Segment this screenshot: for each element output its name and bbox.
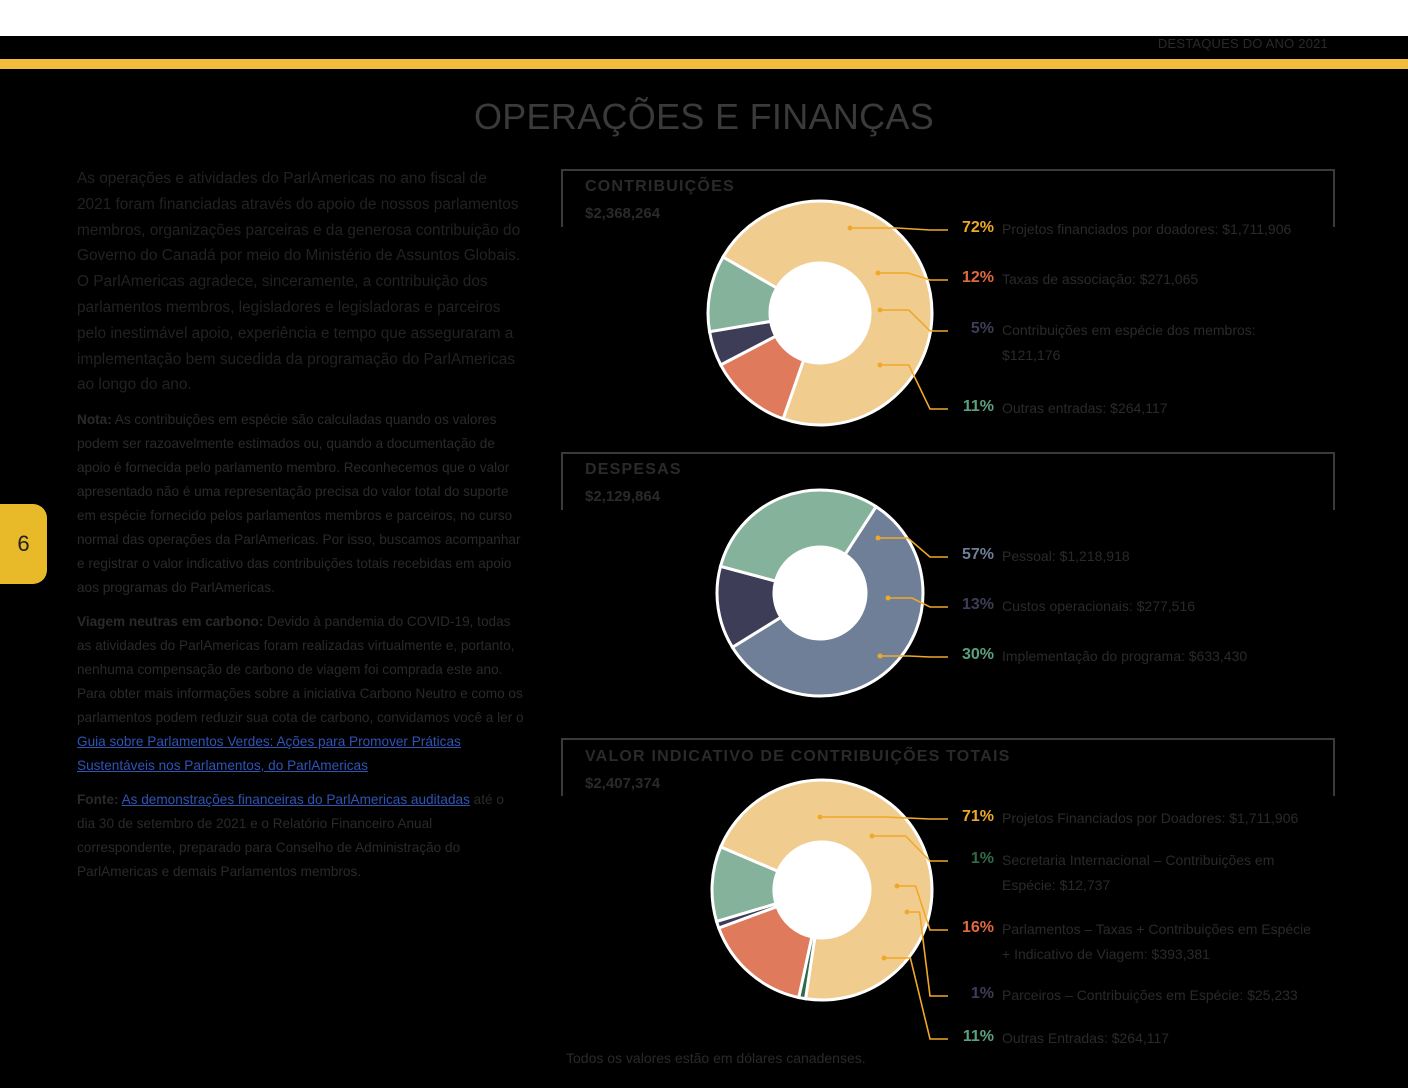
chart2-leader-dot-1 xyxy=(876,536,881,541)
chart2-label-3: Implementação do programa: $633,430 xyxy=(1002,648,1248,664)
chart3-pct-2: 1% xyxy=(970,850,994,867)
chart3-pct-3: 16% xyxy=(961,919,994,936)
chart1-label-1: Projetos financiados por doadores: $1,711,906 xyxy=(1002,221,1292,237)
page-title: OPERAÇÕES E FINANÇAS xyxy=(473,96,935,137)
carbon-label: Viagem neutras em carbono: xyxy=(77,614,264,630)
chart3-label-3-line2: + Indicativo de Viagem: $393,381 xyxy=(1002,946,1210,962)
chart1-pct-2: 12% xyxy=(961,269,994,286)
chart1-label-4: Outras entradas: $264,117 xyxy=(1002,400,1168,416)
chart1-label-2: Taxas de associação: $271,065 xyxy=(1002,271,1199,287)
chart3-leader-dot-5 xyxy=(882,956,887,961)
chart3-leader-dot-1 xyxy=(818,815,823,820)
chart3-label-2-line2: Espécie: $12,737 xyxy=(1002,877,1111,893)
chart1-pct-3: 5% xyxy=(970,320,994,337)
page-number: 6 xyxy=(17,531,30,556)
chart3-label-5: Outras Entradas: $264,117 xyxy=(1002,1030,1170,1046)
chart2-leader-dot-3 xyxy=(878,654,883,659)
chart1-center xyxy=(770,263,870,363)
note-text: As contribuições em espécie são calculadas quando os valores podem ser razoavelmente estimados ou, quando a documentação de apoio é fornecida pelo parlamento membro. Reconhecemos que o valor apresentado não é uma representação precisa do valor total do suporte em espécie fornecido pelos parlamentos membros e parceiros, no curso normal das operações da ParlAmericas. Por isso, buscamos acompanhar e registrar o valor indicativo das contribuições totais recebidas em apoio aos programas do ParlAmericas. xyxy=(77,412,521,596)
contributions-title: CONTRIBUIÇÕES xyxy=(585,178,735,195)
chart2-center xyxy=(774,547,866,639)
expenses-total: $2,129,864 xyxy=(585,488,661,505)
chart2-pct-1: 57% xyxy=(961,546,994,563)
chart1-leader-dot-4 xyxy=(878,363,883,368)
financial-statements-link[interactable]: As demonstrações financeiras do ParlAmericas auditadas xyxy=(121,792,470,808)
carbon-text: Devido à pandemia do COVID-19, todas as atividades do ParlAmericas foram realizadas virtualmente e, portanto, nenhuma compensação de carbono de viagem foi comprada este ano. Para obter mais informações sobre a iniciativa Carbono Neutro e como os parlamentos podem reduzir sua cota de carbono, convidamos você a ler o xyxy=(77,614,524,726)
chart3-leader-dot-2 xyxy=(870,834,875,839)
chart3-pct-5: 11% xyxy=(962,1028,994,1045)
expenses-title: DESPESAS xyxy=(585,461,682,478)
chart2-leader-dot-2 xyxy=(886,596,891,601)
chart3-pct-4: 1% xyxy=(970,985,994,1002)
chart1-label-3-line2: $121,176 xyxy=(1002,347,1061,363)
contributions-total: $2,368,264 xyxy=(585,205,661,222)
chart3-leader-dot-3 xyxy=(895,884,900,889)
chart3-pct-1: 71% xyxy=(961,808,994,825)
chart1-label-3: Contribuições em espécie dos membros: xyxy=(1002,322,1256,338)
chart1-pct-4: 11% xyxy=(962,398,994,415)
green-parliaments-guide-link[interactable]: Guia sobre Parlamentos Verdes: Ações para Promover Práticas Sustentáveis nos Parlamentos, do ParlAmericas xyxy=(77,734,461,774)
chart2-pct-2: 13% xyxy=(961,596,994,613)
currency-footnote: Todos os valores estão em dólares canadenses. xyxy=(566,1050,866,1066)
chart1-leader-dot-1 xyxy=(848,226,853,231)
note-label: Nota: xyxy=(77,412,112,428)
chart1-leader-dot-3 xyxy=(878,308,883,313)
chart2-label-2: Custos operacionais: $277,516 xyxy=(1002,598,1196,614)
chart1-leader-dot-2 xyxy=(876,271,881,276)
indicative-title: VALOR INDICATIVO DE CONTRIBUIÇÕES TOTAIS xyxy=(585,748,1011,765)
chart3-label-2: Secretaria Internacional – Contribuições em xyxy=(1002,852,1275,868)
chart1-pct-1: 72% xyxy=(961,219,994,236)
source-label: Fonte: xyxy=(77,792,119,808)
chart3-label-4: Parceiros – Contribuições em Espécie: $25,233 xyxy=(1002,987,1298,1003)
intro-paragraph: As operações e atividades do ParlAmericas no ano fiscal de 2021 foram financiadas através do apoio de nossos parlamentos membros, organizações parceiras e da generosa contribuição do Governo do Canadá por meio do Ministério de Assuntos Globais. O ParlAmericas agradece, sinceramente, a contribuição dos parlamentos membros, legisladores e legisladoras e parceiros pelo inestimável apoio, experiência e tempo que asseguraram a implementação bem sucedida da programação do ParlAmericas ao longo do ano. xyxy=(77,170,521,394)
chart3-leader-dot-4 xyxy=(905,910,910,915)
chart3-label-3: Parlamentos – Taxas + Contribuições em Espécie xyxy=(1002,921,1312,937)
chart2-pct-3: 30% xyxy=(961,646,994,663)
chart3-center xyxy=(774,842,870,938)
indicative-total: $2,407,374 xyxy=(585,775,661,792)
source-text: até o dia 30 de setembro de 2021 e o Relatório Financeiro Anual correspondente, preparado para Conselho de Administração do ParlAmericas e demais Parlamentos membros. xyxy=(77,792,504,880)
chart2-label-1: Pessoal: $1,218,918 xyxy=(1002,548,1130,564)
running-header: DESTAQUES DO ANO 2021 xyxy=(1157,36,1328,51)
chart3-label-1: Projetos Financiados por Doadores: $1,711,906 xyxy=(1002,810,1299,826)
